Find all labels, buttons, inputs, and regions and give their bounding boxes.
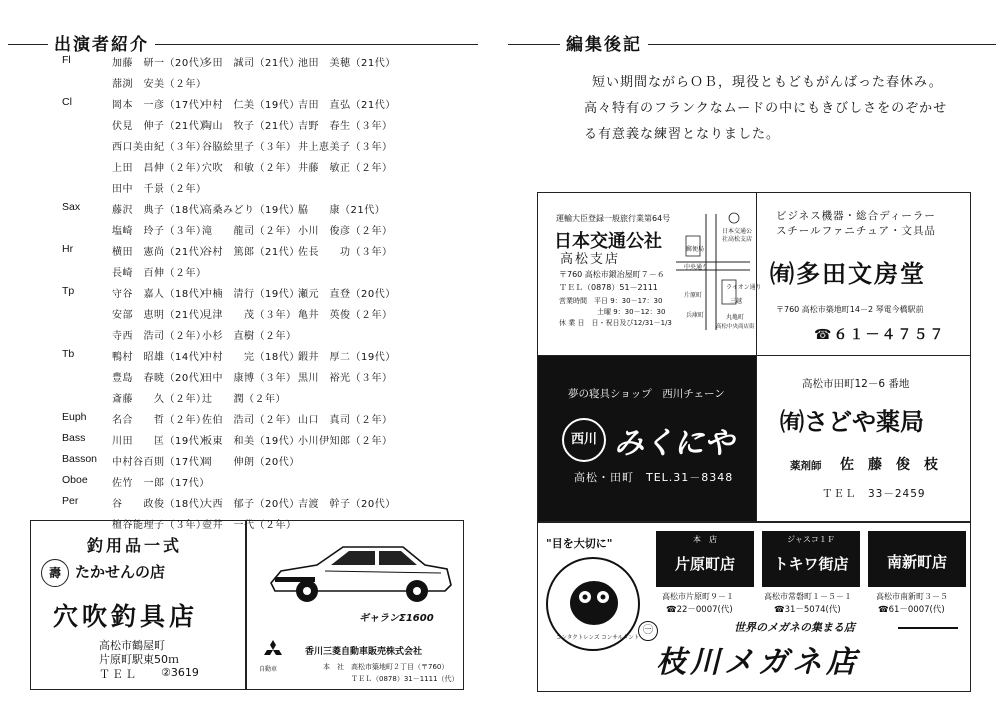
afterword-line: る有意義な練習となりました。	[584, 127, 781, 142]
performer-name: 岡 伸朗（20代）	[202, 457, 300, 468]
edagawa-mark-icon	[638, 621, 658, 641]
performer-name: 藤沢 典子（18代）	[112, 205, 210, 216]
tada-shop-name: ㈲多田文房堂	[770, 260, 926, 288]
performer-name: 名合 哲（２年）	[112, 415, 207, 426]
performer-name: 滝 龍司（２年）	[202, 226, 297, 237]
nishikawa-logo-icon: 西川	[562, 418, 606, 462]
performer-name: 山口 真司（２年）	[298, 415, 393, 426]
tackle-tel-label: ＴＥＬ	[99, 668, 138, 681]
branch-name: 南新町店	[886, 553, 947, 571]
performer-name: 見津 茂（３年）	[202, 310, 297, 321]
branch-name: トキワ街店	[773, 555, 849, 573]
nittsu-license: 運輸大臣登録一般旅行業第64号	[556, 214, 671, 223]
megane-slogan: "目を大切に"	[546, 537, 613, 550]
sedan-car-illustration	[265, 535, 455, 607]
performer-name: 佐長 功（３年）	[298, 247, 393, 258]
car-hq-label: 本 社	[323, 663, 344, 671]
performer-name: 守谷 嘉人（18代）	[112, 289, 210, 300]
ad-edagawa-megane	[537, 522, 971, 692]
branch-label: ジャスコ１Ｆ	[787, 535, 835, 544]
performer-name: 亀井 英俊（２年）	[298, 310, 393, 321]
performer-name: 井藤 敏正（２年）	[298, 163, 393, 174]
tackle-shop-name: 穴吹釣具店	[53, 602, 199, 631]
sadoya-tel: ＴＥＬ 33－2459	[822, 488, 926, 500]
performer-name: 田中 康博（３年）	[202, 373, 297, 384]
sadoya-shop-name: ㈲さどや薬局	[780, 408, 924, 436]
tackle-address-1: 高松市鶴屋町	[99, 639, 165, 652]
branch-label: 本 店	[693, 535, 717, 544]
performer-name: 瀬元 直登（20代）	[298, 289, 396, 300]
performer-name: 陶山 牧子（21代）	[202, 121, 300, 132]
performer-name: 小川 俊彦（２年）	[298, 226, 393, 237]
performer-name: 西口美由紀（３年）	[112, 142, 207, 153]
branch-tel: ☎31－5074(代)	[774, 605, 841, 615]
sadoya-pharmacist: 佐 藤 俊 枝	[840, 457, 938, 473]
instrument-label: Oboe	[62, 474, 88, 486]
tada-tagline-2: スチールファニチュア・文具品	[776, 225, 937, 237]
performer-name: 加藤 研一（20代）	[112, 58, 210, 69]
tackle-subname: たかせんの店	[75, 563, 166, 581]
megane-shop-name: 枝川メガネ店	[656, 645, 860, 680]
map-label-chuo: 中央通り	[684, 264, 709, 271]
mascot-face-icon	[566, 573, 622, 629]
nittsu-hours-1: 営業時間 平日 9：30－17：30	[559, 297, 663, 305]
sadoya-address: 高松市田町12－6 番地	[802, 378, 910, 390]
map-label-mitsukoshi: 三越	[730, 298, 743, 305]
branch-kataharamachi	[656, 531, 754, 587]
performer-name: 田中 千景（２年）	[112, 184, 207, 195]
performer-name: 井上恵美子（３年）	[298, 142, 393, 153]
contact-lens-badge	[546, 557, 640, 651]
afterword-text	[584, 70, 962, 148]
instrument-label: Basson	[62, 453, 98, 465]
performer-name: 脇 康（21代）	[298, 205, 386, 216]
car-tel: ＴＥＬ（0878）31－1111（代）	[351, 675, 459, 683]
performer-name: 大西 郁子（20代）	[202, 499, 300, 510]
performer-name: 板東 和美（19代）	[202, 436, 300, 447]
ad-mitsubishi-car	[246, 520, 464, 690]
megane-tagline: 世界のメガネの集まる店	[734, 621, 855, 634]
instrument-label: Hr	[62, 243, 74, 255]
nittsu-name: 日本交通公社	[554, 231, 662, 252]
performer-name: 多田 誠司（21代）	[202, 58, 300, 69]
mikuniya-location-tel: 高松・田町 TEL.31－8348	[574, 471, 734, 484]
performer-name: 吉野 春生（３年）	[298, 121, 393, 132]
map-label-lion: ライオン通り	[726, 284, 762, 291]
performer-name: 横田 憲尚（21代）	[112, 247, 210, 258]
branch-address: 高松市南新町３－５	[876, 592, 948, 601]
map-label-kataharamachi: 片原町	[684, 292, 703, 299]
performer-name: 辻 潤（２年）	[202, 394, 286, 405]
nittsu-tel: ＴＥＬ（0878）51－2111	[559, 283, 658, 292]
performer-name: 岡本 一彦（17代）	[112, 100, 210, 111]
performer-name: 谷脇絵里子（３年）	[202, 142, 297, 153]
map-label-shotengai: 高松中央商店街	[716, 324, 755, 330]
logo-caption: 自動車	[259, 666, 278, 673]
branch-tel: ☎22－0007(代)	[666, 605, 733, 615]
nittsu-hours-2: 土曜 9：30－12：30	[597, 308, 666, 316]
performer-name: 檀谷能理子（３年）	[112, 520, 207, 531]
performer-name: 蔀渕 安美（２年）	[112, 79, 207, 90]
nittsu-holidays: 休 業 日 日・祝日及び12/31－1/3	[559, 319, 672, 327]
performer-name: 吉渡 幹子（20代）	[298, 499, 396, 510]
car-model-name: ギャランΣ1600	[359, 613, 434, 624]
performer-name: 佐伯 浩司（２年）	[202, 415, 297, 426]
mitsubishi-logo-icon	[261, 639, 285, 663]
tada-tel: ☎６１－４７５７	[814, 327, 946, 343]
performer-name: 高桑みどり（19代）	[202, 205, 300, 216]
performer-name: 佐竹 一郎（17代）	[112, 478, 210, 489]
performer-name: 鍜井 厚二（19代）	[298, 352, 396, 363]
tagline-arrow	[898, 627, 958, 629]
performer-name: 中村 完（18代）	[202, 352, 300, 363]
instrument-label: Euph	[62, 411, 87, 423]
performer-name: 小川伊知郎（２年）	[298, 436, 393, 447]
performer-name: 吉田 直弘（21代）	[298, 100, 396, 111]
performer-name: 豊島 春暁（20代）	[112, 373, 210, 384]
performer-name: 上田 昌伸（２年）	[112, 163, 207, 174]
kotobuki-mark-icon: 壽	[41, 559, 69, 587]
performer-name: 谷 政俊（18代）	[112, 499, 210, 510]
ad-mikuniya	[538, 356, 756, 521]
nittsu-branch: 高松支店	[560, 252, 621, 267]
performer-name: 寺西 浩司（２年）	[112, 331, 207, 342]
performer-name: 長崎 百伸（２年）	[112, 268, 207, 279]
instrument-label: Bass	[62, 432, 86, 444]
performer-name: 川田 匡（19代）	[112, 436, 210, 447]
ad-grid-divider-v	[756, 192, 757, 522]
performer-name: 池田 美穂（21代）	[298, 58, 396, 69]
performer-name: 伏見 伸子（21代）	[112, 121, 210, 132]
performer-name: 中村 仁美（19代）	[202, 100, 300, 111]
performer-name: 鴨村 昭雄（14代）	[112, 352, 210, 363]
branch-address: 高松市常磐町１－５－１	[764, 592, 852, 601]
nittsu-address: 〒760 高松市鍛冶屋町７－６	[559, 270, 665, 279]
edagawa-mark-text: ㊀	[643, 625, 653, 636]
performer-name: 塩崎 玲子（３年）	[112, 226, 207, 237]
performer-name: 小杉 直樹（２年）	[202, 331, 297, 342]
performer-name: 穴吹 和敏（２年）	[202, 163, 297, 174]
performer-name: 斎藤 久（２年）	[112, 394, 207, 405]
branch-address: 高松市片原町９－１	[662, 592, 734, 601]
performer-name: 黒川 裕光（３年）	[298, 373, 393, 384]
tackle-address-2: 片原町駅東50ｍ	[99, 653, 179, 666]
sadoya-role: 薬剤師	[790, 460, 822, 472]
branch-minamishinmachi	[868, 531, 966, 587]
afterword-line: 高々特有のフランクなムードの中にもきびしさをのぞかせ	[584, 101, 948, 116]
map-label-post: 郵便局	[686, 246, 705, 253]
branch-tokiwagai	[762, 531, 860, 587]
performer-name: 谷村 篤郎（21代）	[202, 247, 300, 258]
page-title-afterword: 編集後記	[560, 30, 648, 55]
car-dealer-name: 香川三菱自動車販売株式会社	[305, 647, 423, 657]
instrument-label: Tp	[62, 285, 75, 297]
tackle-headline: 釣用品一式	[87, 536, 183, 555]
performer-name: 中村谷百則（17代）	[112, 457, 210, 468]
instrument-label: Sax	[62, 201, 81, 213]
performer-name: 安部 恵明（21代）	[112, 310, 210, 321]
map-label-hyogo: 兵庫町	[686, 312, 705, 319]
map-label-nittsu: 日本交通公社高松支店	[722, 228, 753, 243]
mikuniya-tagline: 夢の寝具ショップ 西川チェーン	[568, 388, 725, 400]
performer-name: 壺井 一代（２年）	[202, 520, 297, 531]
tada-address: 〒760 高松市築地町14－2 琴電今橋駅前	[776, 305, 924, 314]
mikuniya-name: みくにや	[614, 426, 734, 461]
badge-caption: コンタクトレンズ コンサルタント	[556, 635, 640, 641]
car-address: 高松市築地町２丁目（〒760）	[351, 663, 449, 671]
performer-name: 中楠 清行（19代）	[202, 289, 300, 300]
afterword-line: 短い期間ながらＯＢ，現役ともどもがんばった春休み。	[592, 75, 943, 90]
page-title-performers: 出演者紹介	[48, 30, 155, 55]
branch-tel: ☎61－0007(代)	[878, 605, 945, 615]
branch-name: 片原町店	[674, 555, 735, 573]
instrument-label: Per	[62, 495, 79, 507]
instrument-label: Tb	[62, 348, 75, 360]
tada-tagline-1: ビジネス機器・総合ディーラー	[776, 210, 936, 222]
instrument-label: Cl	[62, 96, 72, 108]
instrument-label: Fl	[62, 54, 71, 66]
ad-anabuki-tackle	[30, 520, 246, 690]
map-label-marugame: 丸亀町	[726, 314, 745, 321]
tackle-tel: ②3619	[161, 666, 199, 679]
